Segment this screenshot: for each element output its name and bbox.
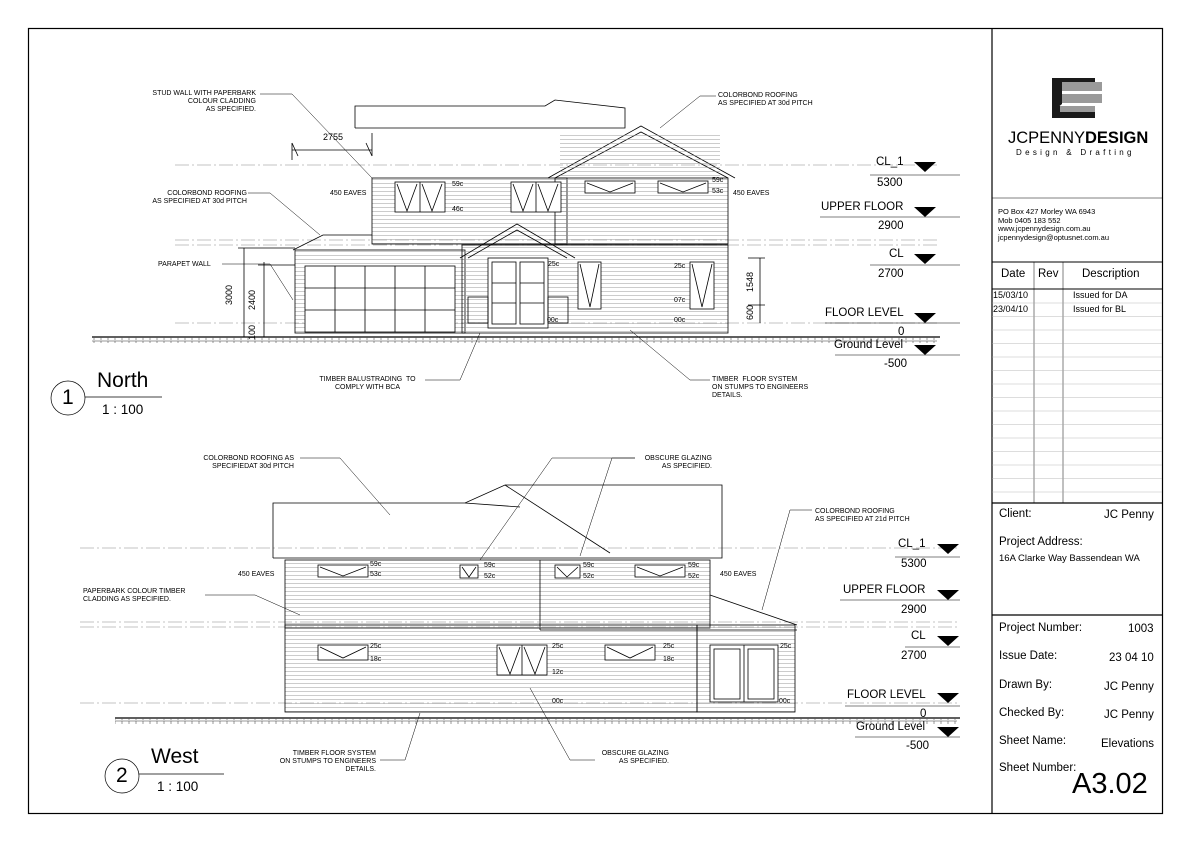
north-code: 59c [452,181,464,188]
north-view-title: North [97,369,149,392]
company-contact: PO Box 427 Morley WA 6943 Mob 0405 183 552 www.jcpennydesign.com.au jcpennydesign@optusnet.com.au [998,207,1110,242]
west-view-title: West [151,745,199,768]
north-level-name: CL_1 [876,156,904,168]
drawn-by-value: JC Penny [1104,681,1154,693]
west-code: 59c [688,562,700,569]
north-dim-100: 100 [247,324,257,340]
sheet-number-label: Sheet Number: [999,762,1077,774]
north-dim-2400: 2400 [247,289,257,310]
west-level-name: CL [911,630,926,642]
west-eaves-right: 450 EAVES [720,571,757,578]
north-code: 25c [674,263,686,270]
north-view-number: 1 [62,386,74,409]
west-level-value: -500 [906,740,930,752]
west-level-name: FLOOR LEVEL [847,689,926,701]
issue-date-value: 23 04 10 [1109,652,1154,664]
north-note-studwall: STUD WALL WITH PAPERBARK COLOUR CLADDING AS SPECIFIED. [152,90,256,113]
drawn-by-label: Drawn By: [999,679,1053,691]
north-view-scale: 1 : 100 [102,402,144,417]
west-level-name: UPPER FLOOR [843,584,926,596]
west-code: 25c [780,643,792,650]
west-code: 12c [552,669,564,676]
north-dim-3000: 3000 [224,284,234,305]
project-address-label: Project Address: [999,536,1083,548]
north-level-name: CL [889,248,904,260]
revision-rows [992,303,1162,492]
west-note-floor-system: TIMBER FLOOR SYSTEM ON STUMPS TO ENGINEERS DETAILS. [279,750,376,773]
west-level-value: 0 [920,708,927,720]
company-tagline: Design & Drafting [1016,148,1135,157]
client-value: JC Penny [1104,509,1154,521]
west-code: 59c [370,561,382,568]
project-number-label: Project Number: [999,622,1083,634]
north-level-value: 2700 [878,268,904,280]
project-address-value: 16A Clarke Way Bassendean WA [999,553,1140,564]
north-dim-2755: 2755 [323,132,344,142]
west-code: 52c [583,573,595,580]
company-name-bold: DESIGN [1085,129,1149,147]
rev-header-desc: Description [1082,268,1140,280]
west-level-name: Ground Level [856,721,926,733]
west-code: 00c [779,698,791,705]
west-level-value: 5300 [901,558,927,570]
north-level-value: 2900 [878,220,904,232]
west-code: 52c [688,573,700,580]
north-note-colorbond-top: COLORBOND ROOFING AS SPECIFIED AT 30d PITCH [718,92,813,107]
client-label: Client: [999,508,1032,520]
north-level-name: FLOOR LEVEL [825,307,904,319]
west-note-obscure-bottom: OBSCURE GLAZING AS SPECIFIED. [601,750,669,765]
west-view-number: 2 [116,764,128,787]
rev-desc: Issued for BL [1073,304,1127,314]
north-note-balustrade: TIMBER BALUSTRADING TO COMPLY WITH BCA [319,376,416,391]
rev-date: 15/03/10 [993,290,1029,300]
west-code: 59c [583,562,595,569]
north-code: 00c [674,317,686,324]
west-code: 52c [484,573,496,580]
north-level-value: 5300 [877,177,903,189]
north-dim-600: 600 [745,304,755,320]
rev-header-date: Date [1001,268,1026,280]
north-code: 59c [712,177,724,184]
west-level-value: 2900 [901,604,927,616]
north-elevation [92,94,940,380]
north-dim-1548: 1548 [745,271,755,292]
rev-header-rev: Rev [1038,268,1059,280]
north-level-name: Ground Level [834,339,904,351]
north-note-floor-system: TIMBER FLOOR SYSTEM ON STUMPS TO ENGINEERS DETAILS. [712,376,809,399]
north-level-value: 0 [898,326,905,338]
company-logo-mark [1052,78,1102,118]
north-code: 46c [452,206,464,213]
north-eaves-left: 450 EAVES [330,190,367,197]
north-level-name: UPPER FLOOR [821,201,904,213]
west-code: 53c [370,571,382,578]
issue-date-label: Issue Date: [999,650,1058,662]
west-code: 18c [663,656,675,663]
checked-by-label: Checked By: [999,707,1065,719]
north-code: 07c [674,297,686,304]
north-note-parapet: PARAPET WALL [158,261,211,268]
sheet-name-label: Sheet Name: [999,735,1067,747]
rev-desc: Issued for DA [1073,290,1128,300]
sheet-name-value: Elevations [1101,738,1155,750]
west-note-obscure-top: OBSCURE GLAZING AS SPECIFIED. [644,455,712,470]
west-code: 25c [552,643,564,650]
north-code: 00c [547,317,559,324]
north-level-value: -500 [884,358,908,370]
west-code: 18c [370,656,382,663]
west-view-scale: 1 : 100 [157,779,199,794]
checked-by-value: JC Penny [1104,709,1154,721]
west-code: 25c [370,643,382,650]
rev-date: 23/04/10 [993,304,1029,314]
north-code: 53c [712,188,724,195]
west-elevation [80,458,960,760]
west-code: 00c [552,698,564,705]
west-level-name: CL_1 [898,538,926,550]
west-note-colorbond-right: COLORBOND ROOFING AS SPECIFIED AT 21d PITCH [815,508,910,523]
west-note-colorbond-left: COLORBOND ROOFING AS SPECIFIEDAT 30d PITCH [203,455,294,470]
project-number-value: 1003 [1128,623,1154,635]
west-level-value: 2700 [901,650,927,662]
west-code: 25c [663,643,675,650]
north-eaves-right: 450 EAVES [733,190,770,197]
west-eaves-left: 450 EAVES [238,571,275,578]
west-note-paperbark: PAPERBARK COLOUR TIMBER CLADDING AS SPECIFIED. [83,588,186,603]
north-code: 25c [548,261,560,268]
company-name-light: JCPENNY [1008,129,1086,147]
north-note-colorbond-left: COLORBOND ROOFING AS SPECIFIED AT 30d PITCH [152,190,247,205]
company-name [1008,130,1148,147]
sheet-number-value: A3.02 [1072,768,1148,800]
west-code: 59c [484,562,496,569]
